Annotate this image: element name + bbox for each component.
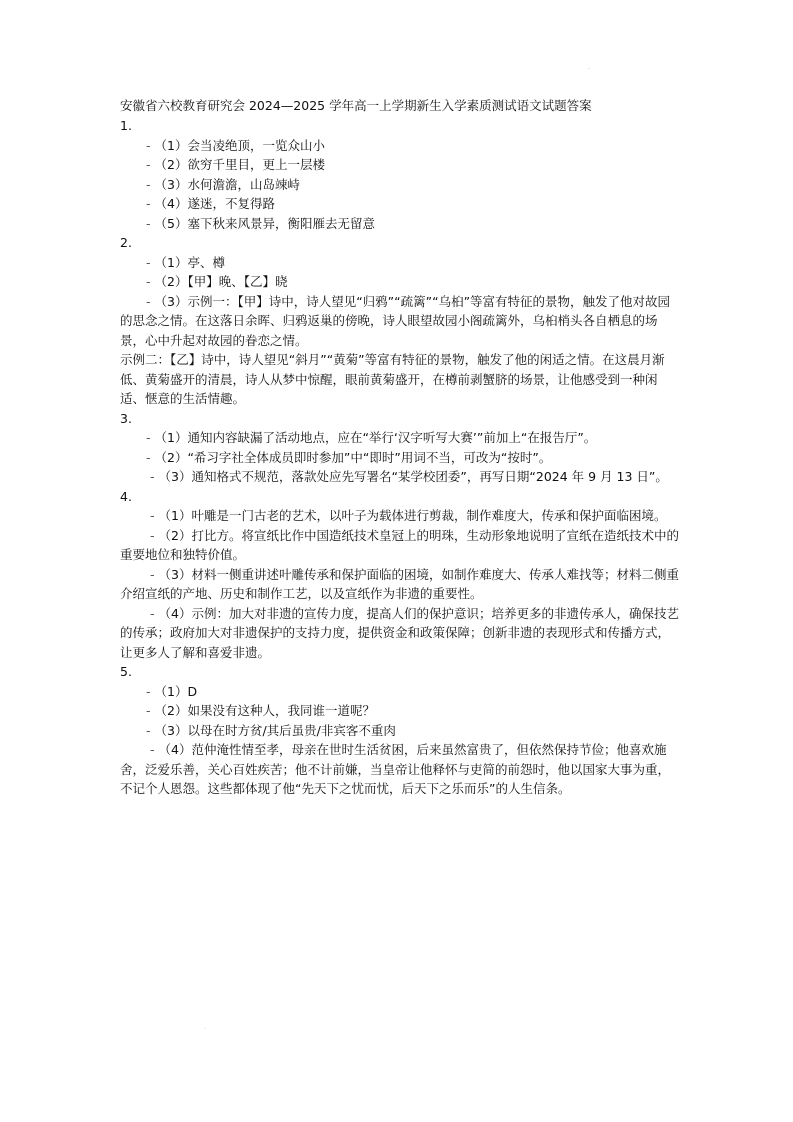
question-5-answer-2: [120, 701, 680, 721]
answer-content: [120, 96, 680, 799]
question-2-answer-1: [120, 253, 680, 273]
question-2-number: 2.: [120, 235, 132, 250]
answer-text: （3）通知格式不规范，落款处应先写署名“某学校团委”，再写日期“2024 年 9 月 13 日”。: [158, 469, 668, 484]
bullet: -: [150, 527, 155, 543]
bullet: -: [146, 703, 151, 718]
answer-text: （2）欲穷千里目，更上一层楼: [154, 157, 325, 172]
bullet: -: [150, 742, 155, 757]
bullet: -: [146, 254, 151, 270]
question-3-answer-3: [120, 467, 680, 487]
bullet: -: [146, 293, 151, 309]
question-5-number: 5.: [120, 664, 132, 679]
question-5-answer-4: [120, 740, 680, 799]
bullet: -: [150, 508, 155, 523]
question-1-answer-4: [120, 194, 680, 214]
question-4-answer-2: [120, 526, 680, 565]
question-4-answer-4: [120, 604, 680, 663]
bullet: -: [150, 566, 155, 582]
question-5-answer-1: [120, 682, 680, 702]
bullet: -: [146, 157, 151, 172]
answer-text: （2）“希习字社全体成员即时参加”中“即时”用词不当，可改为“按时”。: [154, 449, 552, 465]
question-3-answer-1: [120, 428, 680, 448]
answer-text: （1）叶雕是一门古老的艺术，以叶子为载体进行剪裁，制作难度大，传承和保护面临困境。: [158, 508, 667, 523]
answer-text: （1）亭、樽: [154, 254, 225, 270]
bullet: -: [146, 215, 151, 231]
question-4-answer-1: [120, 506, 680, 526]
document-title: 安徽省六校教育研究会 2024—2025 学年高一上学期新生入学素质测试语文试题答案: [120, 98, 592, 113]
bottom-mark: .: [204, 1024, 206, 1031]
answer-text: （1）通知内容缺漏了活动地点，应在“举行‘汉字听写大赛’”前加上“在报告厅”。: [154, 430, 597, 445]
bullet: -: [146, 449, 151, 465]
answer-text: （4）范仲淹性情至孝，母亲在世时生活贫困，后来虽然富贵了，但依然保持节俭；他喜欢施舍，泛爱乐善，关心百姓疾苦；他不计前嫌，当皇帝让他释怀与吏简的前怨时，他以国家大事为重，不记个人恩怨。这些都体现了他“先天下之忧而忧，后天下之乐而乐”的人生信条。: [120, 742, 671, 796]
bullet: -: [150, 605, 155, 621]
question-2-example-2: 示例二：【乙】诗中，诗人望见“斜月”“黄菊”等富有特征的景物，触发了他的闲适之情。在这晨月渐低、黄菊盛开的清晨，诗人从梦中惊醒，眼前黄菊盛开，在樽前剥蟹脐的场景，让他感受到一种闲适、惬意的生活情趣。: [120, 352, 665, 406]
bullet: -: [146, 430, 151, 445]
answer-text: （3）以母在时方贫/其后虽贵/非宾客不重肉: [154, 722, 396, 738]
answer-text: （3）材料一侧重讲述叶雕传承和保护面临的困境，如制作难度大、传承人难找等；材料二侧重介绍宣纸的产地、历史和制作工艺，以及宣纸作为非遗的重要性。: [120, 566, 679, 601]
bullet: -: [146, 274, 151, 289]
answer-text: （1）D: [154, 683, 198, 699]
question-1-answer-1: [120, 136, 680, 156]
answer-text: （4）示例：加大对非遗的宣传力度，提高人们的保护意识；培养更多的非遗传承人，确保技艺的传承；政府加大对非遗保护的支持力度，提供资金和政策保障；创新非遗的表现形式和传播方式，让更多人了解和喜爱非遗。: [120, 605, 679, 660]
bullet: -: [150, 469, 155, 484]
question-2-answer-3: [120, 292, 680, 351]
answer-text: （1）会当凌绝顶，一览众山小: [154, 137, 325, 153]
question-1-answer-5: [120, 214, 680, 234]
question-1-answer-2: [120, 155, 680, 175]
bullet: -: [146, 176, 151, 192]
bullet: -: [146, 196, 151, 211]
bullet: -: [146, 137, 151, 153]
question-4-number: 4.: [120, 488, 132, 504]
question-2-answer-2: [120, 272, 680, 292]
question-1-number: 1.: [120, 118, 132, 133]
question-4-answer-3: [120, 565, 680, 604]
question-5-answer-3: [120, 721, 680, 741]
top-mark: .: [588, 64, 590, 71]
answer-text: （2）打比方。将宣纸比作中国造纸技术皇冠上的明珠，生动形象地说明了宣纸在造纸技术中的重要地位和独特价值。: [120, 527, 679, 562]
question-3-number: 3.: [120, 410, 132, 426]
answer-text: （2）如果没有这种人，我同谁一道呢？: [154, 703, 375, 718]
answer-text: （3）水何澹澹，山岛竦峙: [154, 176, 300, 192]
answer-text: （5）塞下秋来风景异，衡阳雁去无留意: [154, 215, 375, 231]
answer-text: （4）遂迷，不复得路: [154, 196, 275, 211]
answer-text: （3）示例一：【甲】诗中，诗人望见“归鸦”“疏篱”“乌桕”等富有特征的景物，触发了他对故园的思念之情。在这落日余晖、归鸦返巢的傍晚，诗人眼望故园小阁疏篱外，乌桕梢头各自栖息的场景，心中升起对故园的眷恋之情。: [120, 293, 671, 348]
bullet: -: [146, 722, 151, 738]
question-3-answer-2: [120, 448, 680, 468]
bullet: -: [146, 683, 151, 699]
question-1-answer-3: [120, 175, 680, 195]
answer-text: （2）【甲】晚、【乙】晓: [154, 274, 288, 289]
